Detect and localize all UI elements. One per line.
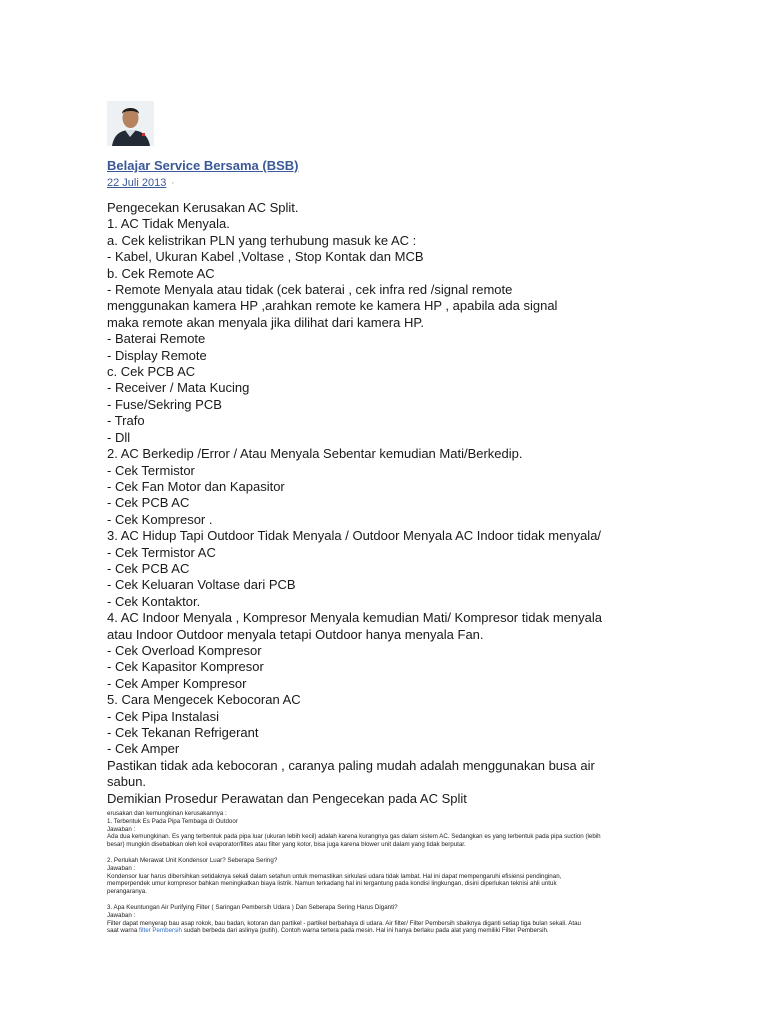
- body-line: 1. AC Tidak Menyala.: [107, 216, 230, 232]
- body-line: menggunakan kamera HP ,arahkan remote ke kamera HP , apabila ada signal: [107, 298, 558, 314]
- body-line: - Kabel, Ukuran Kabel ,Voltase , Stop Kontak dan MCB: [107, 249, 424, 265]
- body-line: atau Indoor Outdoor menyala tetapi Outdoor hanya menyala Fan.: [107, 626, 484, 642]
- faq-question: 3. Apa Keuntungan Air Purifying Filter ( Saringan Pembersih Udara ) Dan Seberapa Sering Harus Diganti?: [107, 903, 398, 911]
- faq-answer-text: saat warna: [107, 927, 139, 935]
- body-line: - Cek Overload Kompresor: [107, 642, 262, 658]
- faq-answer: perangaranya.: [107, 888, 147, 896]
- body-line: - Remote Menyala atau tidak (cek baterai , cek infra red /signal remote: [107, 282, 513, 298]
- faq-answer: Filter dapat menyerap bau asap rokok, bau badan, kotoran dan partikel - partikel berbahaya di udara. Air filter/ Filter Pembersih sbaiknya diganti setiap tiga bulan sekali. Atau: [107, 919, 581, 927]
- faq-question: 1. Terbentuk Es Pada Pipa Tembaga di Outdoor: [107, 817, 238, 825]
- body-line: - Fuse/Sekring PCB: [107, 396, 222, 412]
- faq-answer-label: Jawaban :: [107, 911, 136, 919]
- body-line: - Cek Kapasitor Kompresor: [107, 659, 264, 675]
- body-line: - Display Remote: [107, 347, 207, 363]
- body-line: - Cek Kontaktor.: [107, 593, 201, 609]
- faq-answer-text: sudah berbeda dari aslinya (putih). Contoh warna tertera pada mesin. Hal ini hanya berlaku pada alat yang memiliki Filter Pembersih.: [181, 927, 549, 935]
- body-line: - Cek Keluaran Voltase dari PCB: [107, 577, 296, 593]
- body-line: - Cek Termistor: [107, 462, 195, 478]
- author-avatar[interactable]: [107, 101, 154, 146]
- post-body: [107, 200, 627, 807]
- faq-intro: erusakan dan kemungkinan kerusakannya :: [107, 810, 227, 817]
- body-line: - Cek Termistor AC: [107, 544, 216, 560]
- faq-answer: besar) mungkin disebabkan oleh koil evaporator/filtes atau filter yang kotor, bisa juga karena blower unit dalam yang tidak berputar.: [107, 841, 466, 849]
- body-line: - Receiver / Mata Kucing: [107, 380, 250, 396]
- post-date-link[interactable]: 22 Juli 2013: [107, 177, 167, 189]
- body-line: - Cek Tekanan Refrigerant: [107, 725, 259, 740]
- faq-answer-label: Jawaban :: [107, 825, 136, 833]
- body-line: 5. Cara Mengecek Kebocoran AC: [107, 692, 301, 708]
- body-line: - Cek PCB AC: [107, 560, 190, 576]
- avatar-photo-icon: [107, 101, 154, 146]
- body-line: Demikian Prosedur Perawatan dan Pengecekan pada AC Split: [107, 790, 467, 806]
- body-line: - Cek PCB AC: [107, 495, 190, 511]
- body-line: - Baterai Remote: [107, 331, 206, 347]
- body-line: Pengecekan Kerusakan AC Split.: [107, 200, 299, 215]
- filter-pembersih-link[interactable]: filter Pembersih: [139, 927, 182, 935]
- body-line: b. Cek Remote AC: [107, 265, 215, 281]
- faq-answer: [107, 927, 717, 935]
- faq-answer: Ada dua kemungkinan. Es yang terbentuk pada pipa luar (ukuran lebih kecil) adalah karena kurangnya gas dalam sistem AC. Sedangkan es yang terbentuk pada pipa suction (lebih: [107, 833, 601, 841]
- author-link[interactable]: Belajar Service Bersama (BSB): [107, 158, 299, 173]
- body-line: - Trafo: [107, 413, 145, 429]
- faq-answer: memperpendek umur kompresor bahkan meningkatkan biaya listrik. Namun terkadang hal ini tergantung pada kondisi lingkungan, disini diperlukan teknisi ahli untuk: [107, 880, 557, 888]
- body-line: 2. AC Berkedip /Error / Atau Menyala Sebentar kemudian Mati/Berkedip.: [107, 446, 523, 462]
- faq-answer-label: Jawaban :: [107, 864, 136, 872]
- body-line: - Cek Fan Motor dan Kapasitor: [107, 478, 285, 494]
- body-line: sabun.: [107, 774, 147, 790]
- body-line: a. Cek kelistrikan PLN yang terhubung masuk ke AC :: [107, 232, 417, 248]
- body-line: c. Cek PCB AC: [107, 364, 196, 380]
- faq-section: [107, 810, 717, 935]
- body-line: Pastikan tidak ada kebocoran , caranya paling mudah adalah menggunakan busa air: [107, 757, 595, 773]
- body-line: maka remote akan menyala jika dilihat dari kamera HP.: [107, 314, 424, 330]
- faq-answer: Kondensor luar harus dibersihkan setidaknya sekali dalam setahun untuk memastikan sirkulasi udara tidak lambat. Hal ini dapat mempengaruhi efisiensi pendinginan,: [107, 872, 562, 880]
- date-separator: ·: [171, 177, 175, 189]
- body-line: - Dll: [107, 429, 131, 445]
- faq-question: 2. Perlukah Merawat Unit Kondensor Luar? Seberapa Sering?: [107, 856, 278, 864]
- body-line: 3. AC Hidup Tapi Outdoor Tidak Menyala / Outdoor Menyala AC Indoor tidak menyala/: [107, 528, 602, 544]
- body-line: - Cek Amper Kompresor: [107, 675, 247, 691]
- body-line: 4. AC Indoor Menyala , Kompresor Menyala kemudian Mati/ Kompresor tidak menyala: [107, 610, 602, 626]
- body-line: - Cek Kompresor .: [107, 511, 213, 527]
- body-line: - Cek Pipa Instalasi: [107, 708, 219, 724]
- body-line: - Cek Amper: [107, 741, 180, 757]
